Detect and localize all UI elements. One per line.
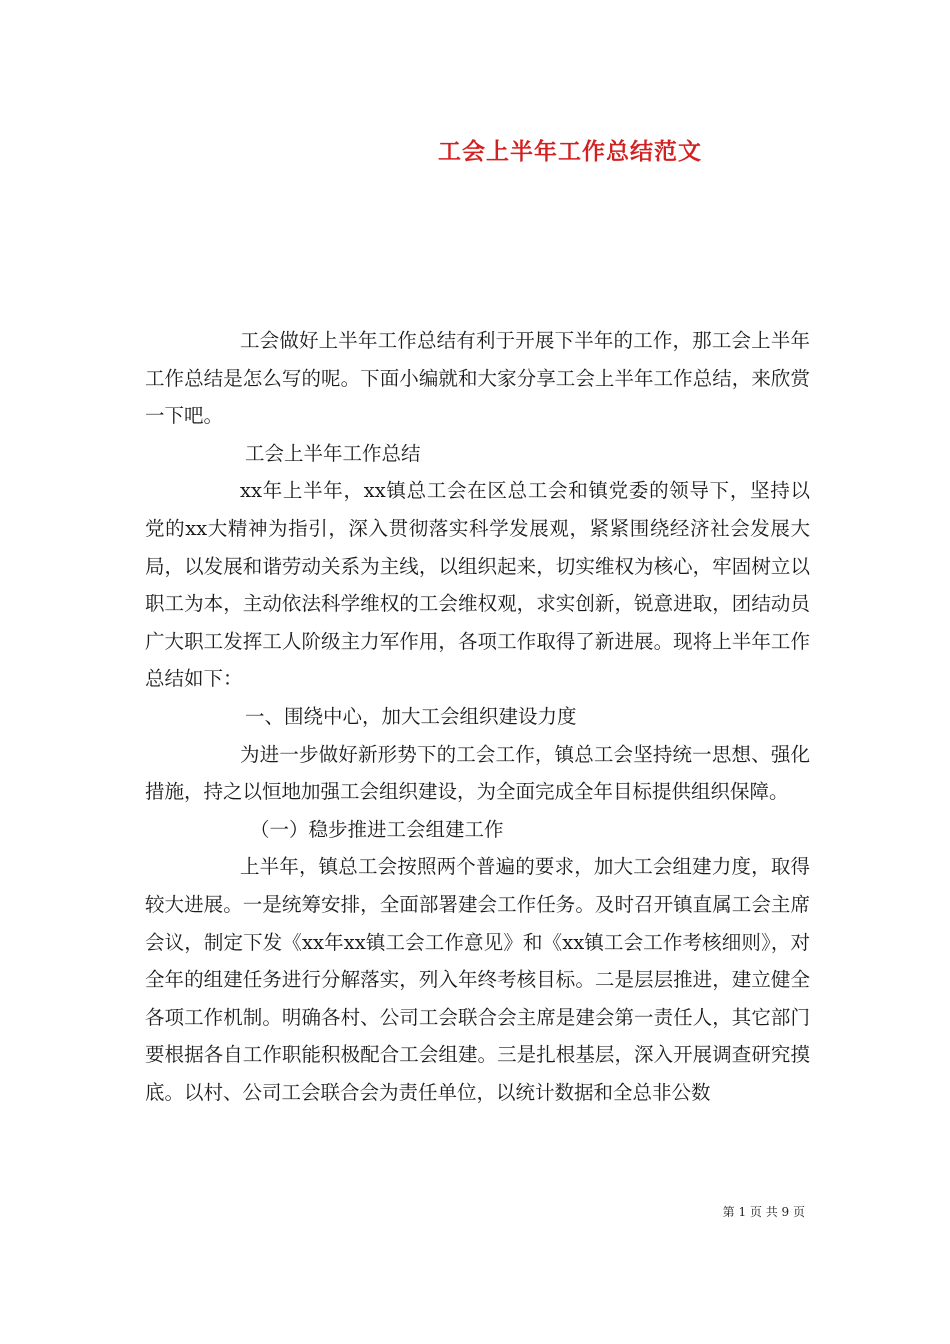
document-title: 工会上半年工作总结范文	[438, 138, 702, 165]
section-title: 工会上半年工作总结	[245, 441, 421, 465]
intro-paragraph: 工会做好上半年工作总结有利于开展下半年的工作，那工会上半年工作总结是怎么写的呢。下面小编就和大家分享工会上半年工作总结，来欣赏一下吧。	[145, 329, 810, 428]
section-heading-1: 一、围绕中心，加大工会组织建设力度	[245, 704, 577, 728]
section-1-paragraph: 为进一步做好新形势下的工会工作，镇总工会坚持统一思想、强化措施，持之以恒地加强工会组织建设，为全面完成全年目标提供组织保障。	[145, 742, 810, 804]
subsection-heading-1: （一）稳步推进工会组建工作	[250, 817, 504, 841]
summary-paragraph: xx年上半年，xx镇总工会在区总工会和镇党委的领导下，坚持以党的xx大精神为指引，深入贯彻落实科学发展观，紧紧围绕经济社会发展大局，以发展和谐劳动关系为主线，以组织起来，切实维权为核心，牢固树立以职工为本，主动依法科学维权的工会维权观，求实创新，锐意进取，团结动员广大职工发挥工人阶级主力军作用，各项工作取得了新进展。现将上半年工作总结如下：	[145, 479, 810, 691]
subsection-1-paragraph: 上半年，镇总工会按照两个普遍的要求，加大工会组建力度，取得较大进展。一是统筹安排，全面部署建会工作任务。及时召开镇直属工会主席会议，制定下发《xx年xx镇工会工作意见》和《xx镇工会工作考核细则》，对全年的组建任务进行分解落实，列入年终考核目标。二是层层推进，建立健全各项工作机制。明确各村、公司工会联合会主席是建会第一责任人，其它部门要根据各自工作职能积极配合工会组建。三是扎根基层，深入开展调查研究摸底。以村、公司工会联合会为责任单位，以统计数据和全总非公数	[145, 855, 810, 1104]
page-number: 第 1 页 共 9 页	[722, 1205, 805, 1219]
document-body	[145, 322, 810, 1111]
